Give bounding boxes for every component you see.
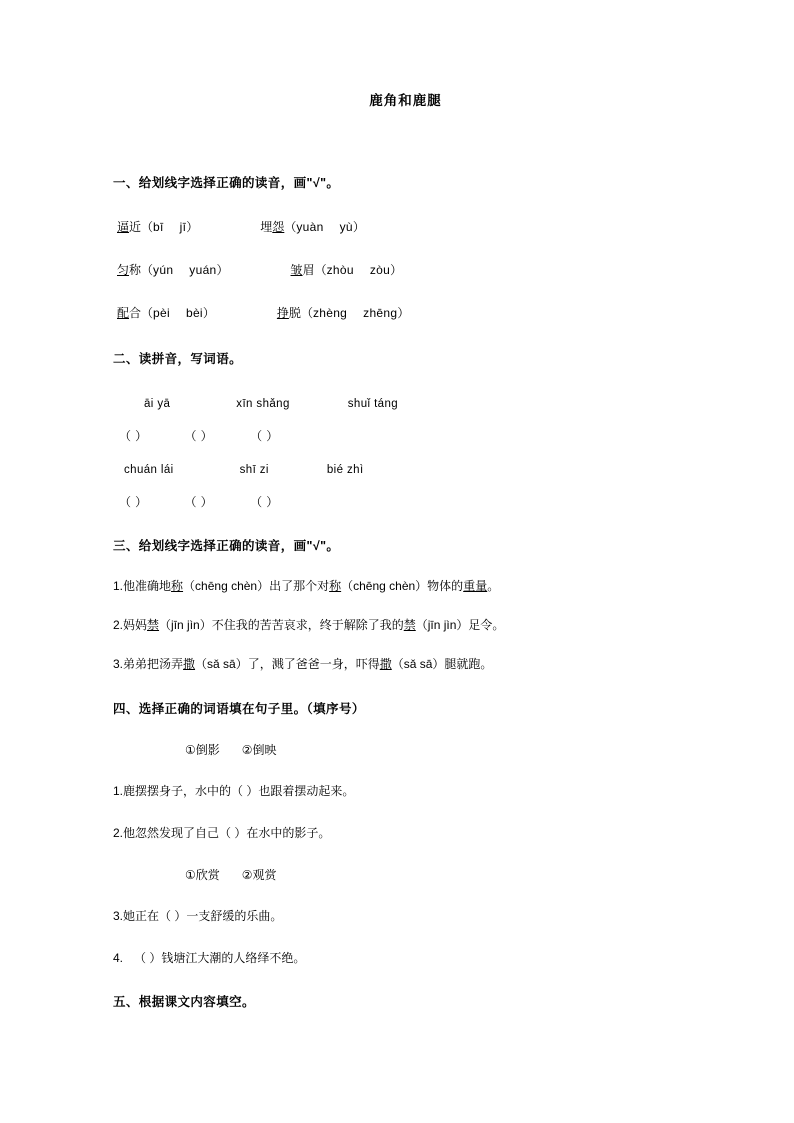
pinyin-option-2[interactable]: zòu [369,263,391,278]
pinyin-option-1[interactable]: bī [153,219,164,234]
text-before-blank: 她正在 [123,909,160,924]
paren-open: （ [314,263,327,278]
section-1-row-3 [113,279,698,322]
paren-close: ） [390,263,403,278]
question-item [277,305,409,322]
paren-open: （ [284,219,297,234]
option-1[interactable]: ①欣赏 [185,868,220,883]
underlined-char: 禁 [147,618,160,633]
paren-open: （ [300,306,313,321]
section-4-sentence-3 [113,883,698,925]
text-part: 弟弟把汤弄 [123,657,184,672]
word-rest: 脱 [288,306,301,321]
text-part[interactable]: （jīn jìn）足令。 [415,618,505,633]
section-2-answer-row-1 [113,410,698,444]
section-2-pinyin-row-2 [113,444,698,476]
pinyin-word: āi yā [144,397,171,410]
underlined-char: 匀 [117,263,130,278]
section-4-sentence-4 [113,925,698,967]
text-after-blank: 钱塘江大潮的人络绎不绝。 [161,951,306,966]
question-item [291,262,403,279]
text-part[interactable]: （chēng chèn）物体的 [341,579,464,594]
section-2-heading: 二、读拼音，写词语。 [113,351,243,366]
section-3-heading: 三、给划线字选择正确的读音，画"√"。 [113,538,340,553]
word-rest: 埋 [260,219,273,234]
option-2[interactable]: ②观赏 [241,868,277,883]
section-4-sentence-2 [113,800,698,842]
section-3-sentence-1 [113,555,698,595]
item-number: 3. [113,657,124,672]
section-1-row-1 [113,193,698,236]
question-item [260,219,365,236]
pinyin-option-1[interactable]: zhèng [312,306,348,321]
underlined-char: 皱 [290,263,303,278]
pinyin-option-2[interactable]: zhēng [363,306,398,321]
section-4-heading: 四、选择正确的词语填在句子里。（填序号） [113,702,365,717]
text-part: 。 [487,579,500,594]
pinyin-word: xīn shǎng [236,397,290,410]
paren-open: （ [141,306,154,321]
section-4-option-group-1 [113,719,698,758]
text-after-blank: 在水中的影子。 [246,826,331,841]
word-rest: 眉 [302,263,315,278]
text-after-blank: 也跟着摆动起来。 [258,784,355,799]
section-5-heading: 五、根据课文内容填空。 [113,995,255,1010]
word-rest: 称 [129,263,142,278]
question-item [117,219,198,236]
section-3-sentence-2 [113,595,698,634]
word-rest: 合 [129,306,142,321]
item-number: 2. [113,618,124,633]
section-1-row-2 [113,236,698,279]
underlined-char: 挣 [276,306,289,321]
pinyin-option-2[interactable]: bèi [185,306,203,321]
paren-open: （ [141,263,154,278]
paren-close: ） [397,306,410,321]
paren-close: ） [216,263,229,278]
section-2-pinyin-row-1 [113,369,698,410]
underlined-char: 逼 [117,219,130,234]
underlined-char: 撒 [379,657,392,672]
item-number: 1. [113,784,124,799]
option-2[interactable]: ②倒映 [241,743,277,758]
section-1-heading: 一、给划线字选择正确的读音，画"√"。 [113,175,340,190]
underlined-char: 禁 [403,618,416,633]
paren-close: ） [202,306,215,321]
answer-blank[interactable]: （ ） [159,909,187,924]
question-item [117,262,229,279]
text-after-blank: 一支舒缓的乐曲。 [186,909,283,924]
option-1[interactable]: ①倒影 [185,743,220,758]
answer-blank[interactable]: （ ） [119,428,148,443]
item-number: 1. [113,579,124,594]
item-number: 3. [113,909,124,924]
paren-open: （ [141,219,154,234]
pinyin-word: bié zhì [326,463,364,476]
underlined-char: 称 [329,579,342,594]
section-4-option-group-2 [113,842,698,883]
text-part[interactable]: （chēng chèn）出了那个对 [183,579,330,594]
underlined-char: 怨 [272,219,285,234]
text-before-blank: 他忽然发现了自己 [123,826,220,841]
pinyin-option-2[interactable]: jī [179,219,187,234]
pinyin-option-2[interactable]: yuán [189,263,217,278]
answer-blank[interactable]: （ ） [119,494,148,509]
question-item [117,305,215,322]
text-part[interactable]: （sǎ sā）腿就跑。 [391,657,493,672]
word-rest: 近 [129,219,142,234]
pinyin-option-2[interactable]: yù [339,219,353,234]
pinyin-word: shī zi [239,463,269,476]
pinyin-option-1[interactable]: yuàn [296,219,324,234]
pinyin-word: chuán lái [124,463,174,476]
underlined-char: 撒 [183,657,196,672]
text-part[interactable]: （sǎ sā）了，溅了爸爸一身，吓得 [195,657,380,672]
answer-blank[interactable]: （ ） [184,428,214,443]
section-3-sentence-3 [113,634,698,673]
page-title: 鹿角和鹿腿 [369,93,442,108]
underlined-char: 配 [117,306,130,321]
paren-close: ） [186,219,199,234]
underlined-char: 称 [171,579,184,594]
text-before-blank: 鹿摆摆身子，水中的 [123,784,232,799]
answer-blank[interactable]: （ ） [134,951,162,966]
text-part: 妈妈 [123,618,148,633]
pinyin-option-1[interactable]: yún [153,263,174,278]
answer-blank[interactable]: （ ） [231,784,259,799]
underlined-word: 重量 [463,579,488,594]
text-part: 他准确地 [123,579,172,594]
answer-blank[interactable]: （ ） [250,494,279,509]
paren-close: ） [352,219,365,234]
pinyin-option-1[interactable]: pèi [153,306,170,321]
section-4-sentence-1 [113,758,698,800]
answer-blank[interactable]: （ ） [219,826,247,841]
answer-blank[interactable]: （ ） [250,428,279,443]
pinyin-option-1[interactable]: zhòu [326,263,354,278]
pinyin-word: shuǐ táng [347,397,399,410]
item-number: 4. [113,951,124,966]
text-part[interactable]: （jīn jìn）不住我的苦苦哀求，终于解除了我的 [159,618,404,633]
answer-blank[interactable]: （ ） [184,494,214,509]
section-2-answer-row-2 [113,476,698,510]
item-number: 2. [113,826,124,841]
